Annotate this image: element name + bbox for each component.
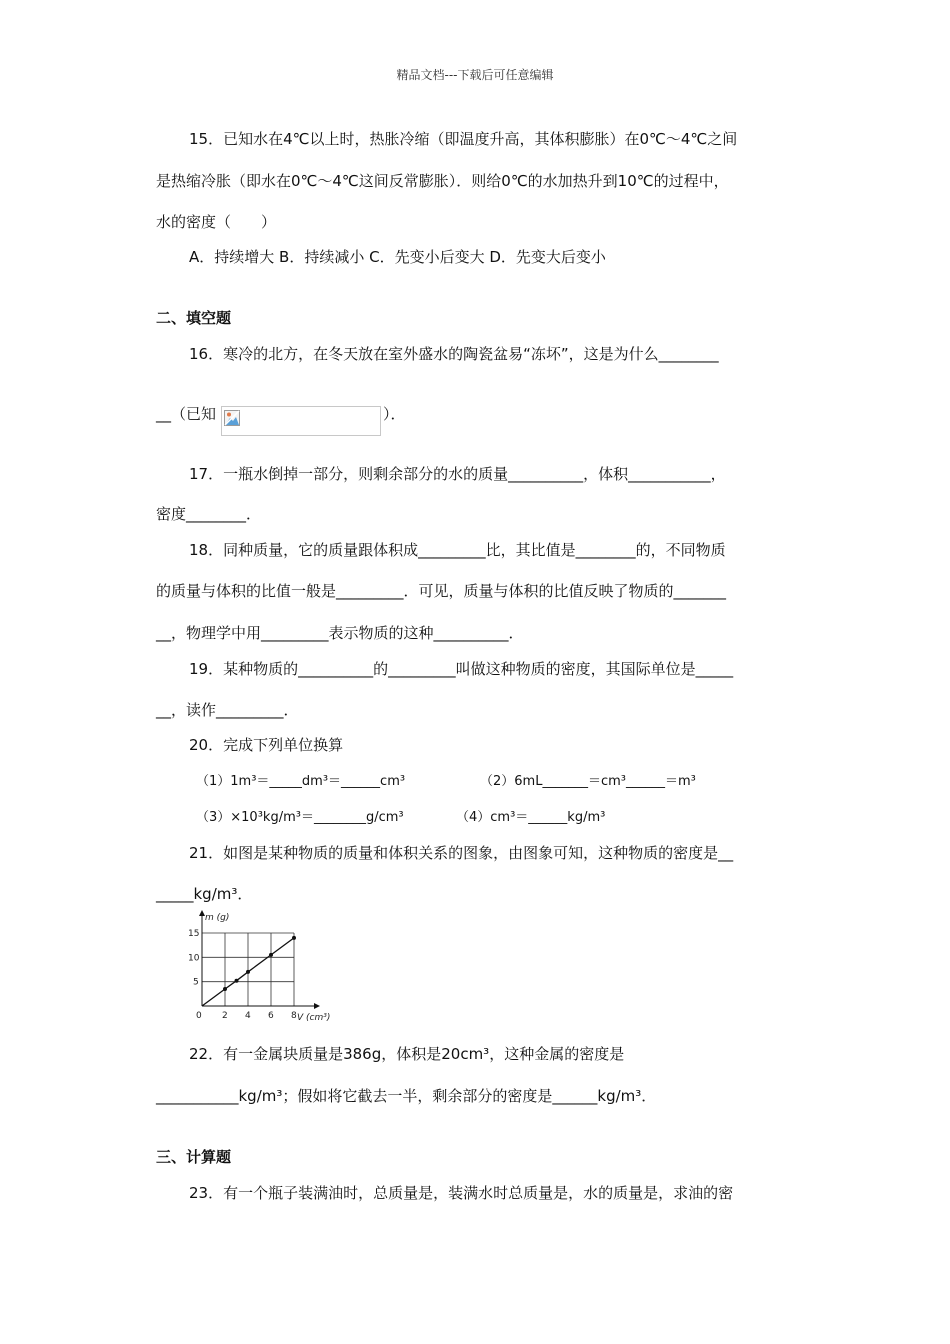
q16-line-1: 16．寒冷的北方，在冬天放在室外盛水的陶瓷盆易“冻坏”，这是为什么________ xyxy=(189,345,719,363)
q19-line-1: 19．某种物质的__________的_________叫做这种物质的密度，其国际单位是_____ xyxy=(189,660,734,678)
data-point xyxy=(269,953,273,957)
section-2-title: 二、填空题 xyxy=(156,309,232,327)
q15-line-3: 水的密度（ ） xyxy=(156,213,277,231)
data-point xyxy=(292,936,296,940)
q18-line-3: __，物理学中用_________表示物质的这种__________． xyxy=(156,624,524,642)
y-axis-label: m (g) xyxy=(205,913,230,923)
chart-svg xyxy=(170,908,340,1026)
document-header: 精品文档---下载后可任意编辑 xyxy=(396,68,554,82)
x-tick-label: 0 xyxy=(196,1011,202,1021)
x-axis-label: V (cm³) xyxy=(297,1013,331,1023)
data-point xyxy=(223,987,227,991)
y-tick-label: 10 xyxy=(188,953,200,964)
y-tick-label: 5 xyxy=(193,977,199,988)
broken-image-placeholder xyxy=(221,406,381,436)
x-tick-label: 6 xyxy=(268,1011,274,1021)
q19-line-2: __，读作_________． xyxy=(156,701,299,719)
q22-line-2: ___________kg/m³；假如将它截去一半，剩余部分的密度是______kg/m³． xyxy=(156,1087,657,1105)
q17-line-2: 密度________． xyxy=(156,505,262,523)
data-point xyxy=(246,970,250,974)
data-point xyxy=(235,979,239,983)
q21-line-1: 21．如图是某种物质的质量和体积关系的图象，由图象可知，这种物质的密度是__ xyxy=(189,844,734,862)
x-tick-label: 8 xyxy=(291,1011,297,1021)
q20-part-4: （4）cm³＝______kg/m³ xyxy=(456,810,606,825)
broken-image-icon xyxy=(224,410,240,426)
q15-line-1: 15．已知水在4℃以上时，热胀冷缩（即温度升高，其体积膨胀）在0℃～4℃之间 xyxy=(189,130,738,148)
y-tick-label: 15 xyxy=(188,929,200,939)
q17-line-1: 17．一瓶水倒掉一部分，则剩余部分的水的质量__________，体积___________， xyxy=(189,465,726,483)
q16-line-2-suffix: ）． xyxy=(383,405,406,423)
section-3-title: 三、计算题 xyxy=(156,1148,232,1166)
q16-line-2-prefix: __（已知 xyxy=(156,405,217,423)
q20-part-1: （1）1m³＝_____dm³＝______cm³ xyxy=(196,774,406,789)
q15-options: A．持续增大 B．持续减小 C．先变小后变大 D．先变大后变小 xyxy=(189,248,606,266)
q22-line-1: 22．有一金属块质量是386g，体积是20cm³，这种金属的密度是 xyxy=(189,1045,625,1063)
q20-part-2: （2）6mL_______＝cm³______＝m³ xyxy=(480,774,696,789)
q21-line-2: _____kg/m³． xyxy=(156,885,253,903)
x-axis-arrow xyxy=(314,1003,320,1009)
x-tick-label: 2 xyxy=(222,1011,228,1021)
q20-title: 20．完成下列单位换算 xyxy=(189,736,344,754)
q15-line-2: 是热缩冷胀（即水在0℃～4℃这间反常膨胀）．则给0℃的水加热升到10℃的过程中， xyxy=(156,172,729,190)
q18-line-2: 的质量与体积的比值一般是_________．可见，质量与体积的比值反映了物质的_______ xyxy=(156,582,727,600)
mass-volume-chart xyxy=(170,908,340,1026)
q20-part-3: （3）×10³kg/m³＝________g/cm³ xyxy=(196,810,404,825)
q23-line-1: 23．有一个瓶子装满油时，总质量是，装满水时总质量是，水的质量是，求油的密 xyxy=(189,1184,734,1202)
x-tick-label: 4 xyxy=(245,1011,251,1021)
q18-line-1: 18．同种质量，它的质量跟体积成_________比，其比值是________的，不同物质 xyxy=(189,541,726,559)
